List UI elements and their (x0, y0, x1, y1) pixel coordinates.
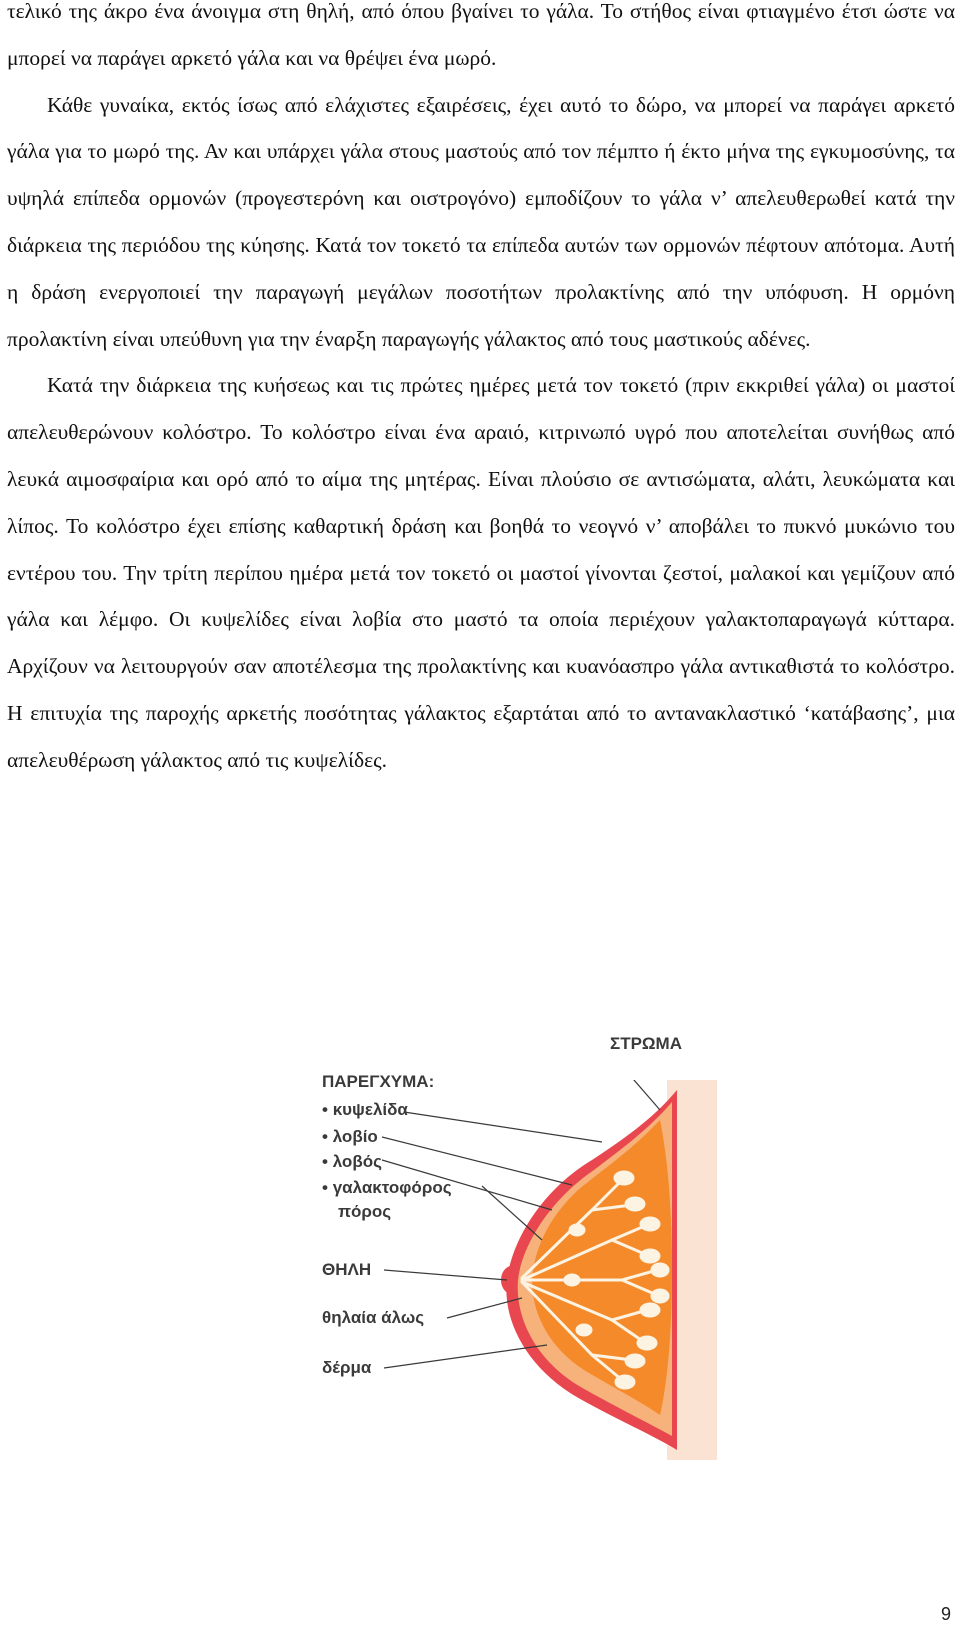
label-areola: θηλαία άλως (322, 1308, 425, 1327)
label-stroma: ΣΤΡΩΜΑ (610, 1034, 682, 1053)
body-text (7, 0, 955, 784)
label-lobe: • λοβός (322, 1152, 382, 1172)
label-parenchyma: ΠΑΡΕΓΧΥΜΑ: (322, 1072, 435, 1091)
page-number: 9 (940, 1604, 951, 1624)
paragraph: τελικό της άκρο ένα άνοιγμα στη θηλή, από όπου βγαίνει το γάλα. Το στήθος είναι φτιαγμένο έτσι ώστε να μπορεί να παράγει αρκετό γάλα και να θρέψει ένα μωρό. (7, 0, 955, 70)
paragraph: Κάθε γυναίκα, εκτός ίσως από ελάχιστες εξαιρέσεις, έχει αυτό το δώρο, να μπορεί να παράγει αρκετό γάλα για το μωρό της. Αν και υπάρχει γάλα στους μαστούς από τον πέμπτο ή έκτο μήνα της εγκυμοσύνης, τα υψηλά επίπεδα ορμονών (προγεστερόνη και οιστρογόνο) εμποδίζουν το γάλα ν’ απελευθερωθεί κατά την διάρκεια της περιόδου της κύησης. Κατά τον τοκετό τα επίπεδα αυτών των ορμονών πέφτουν απότομα. Αυτή η δράση ενεργοποιεί την παραγωγή μεγάλων ποσοτήτων προλακτίνης από την υπόφυση. Η ορμόνη προλακτίνη είναι υπεύθυνη για την έναρξη παραγωγής γάλακτος από τους μαστικούς αδένες. (7, 92, 955, 351)
label-skin: δέρμα (322, 1358, 372, 1377)
breast-anatomy-illustration (322, 1080, 732, 1460)
breast-anatomy-figure (322, 1034, 732, 1460)
label-lobule: • λοβίο (322, 1127, 378, 1147)
paragraph: Κατά την διάρκεια της κυήσεως και τις πρώτες ημέρες μετά τον τοκετό (πριν εκκριθεί γάλα) οι μαστοί απελευθερώνουν κολόστρο. Το κολόστρο είναι ένα αραιό, κιτρινωπό υγρό που αποτελείται συνήθως από λευκά αιμοσφαίρια και ορό από το αίμα της μητέρας. Είναι πλούσιο σε αντισώματα, αλάτι, λευκώματα και λίπος. Το κολόστρο έχει επίσης καθαρτική δράση και βοηθά το νεογνό ν’ αποβάλει το πυκνό μυκώνιο του εντέρου του. Την τρίτη περίπου ημέρα μετά τον τοκετό οι μαστοί γίνονται ζεστοί, μαλακοί και γεμίζουν από γάλα και λέμφο. Οι κυψελίδες είναι λοβία στο μαστό τα οποία περιέχουν γαλακτοπαραγωγά κύτταρα. Αρχίζουν να λειτουργούν σαν αποτέλεσμα της προλακτίνης και κυανόασπρο γάλα αντικαθιστά το κολόστρο. Η επιτυχία της παροχής αρκετής ποσότητας γάλακτος εξαρτάται από το αντανακλαστικό ‘κατάβασης’, μια απελευθέρωση γάλακτος από τις κυψελίδες. (7, 373, 955, 772)
label-lactiferous-duct-cont: πόρος (338, 1202, 392, 1221)
label-lactiferous-duct: • γαλακτοφόρος (322, 1178, 452, 1198)
label-alveolus: • κυψελίδα (322, 1100, 408, 1120)
label-nipple: ΘΗΛΗ (322, 1260, 372, 1279)
